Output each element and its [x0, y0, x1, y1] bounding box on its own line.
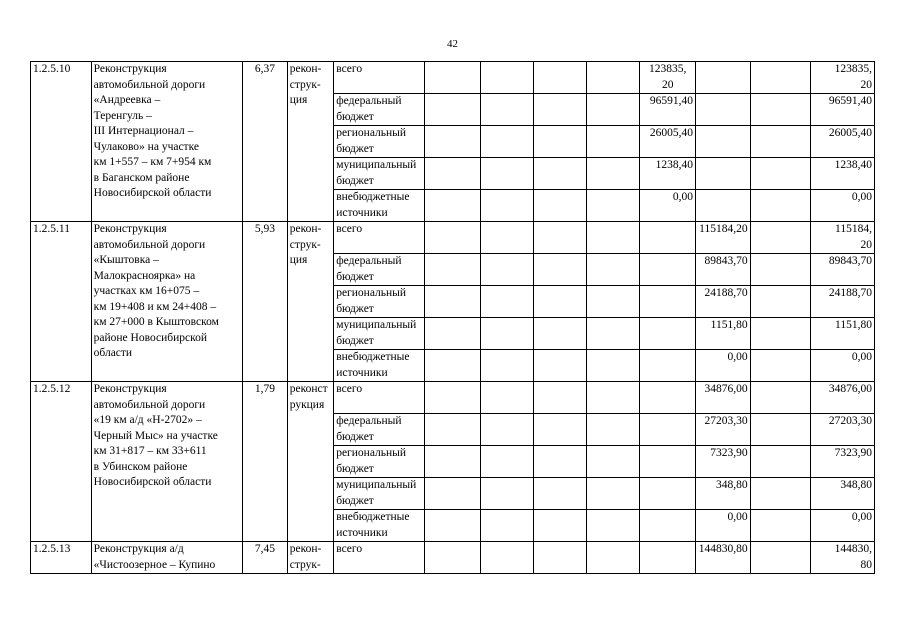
funding-source-line: бюджет: [336, 302, 374, 315]
funding-source-line: региональный: [336, 447, 407, 459]
empty-year-cell: [534, 62, 587, 94]
empty-year-cell: [750, 190, 811, 222]
empty-year-cell: [534, 126, 587, 158]
funding-source: [334, 446, 425, 478]
year-value-a: [640, 222, 696, 254]
funding-source: [334, 542, 425, 574]
year-value-b-line: 1151,80: [710, 319, 748, 331]
funding-source-line: бюджет: [336, 174, 374, 187]
year-value-a: [640, 254, 696, 286]
road-length: [243, 382, 287, 542]
empty-year-cell: [480, 62, 534, 94]
empty-year-cell: [480, 510, 534, 542]
total-value-line: 0,00: [851, 351, 872, 363]
empty-year-cell: [750, 446, 811, 478]
empty-year-cell: [425, 254, 481, 286]
funding-source-line: внебюджетные: [336, 511, 410, 523]
total-value-line: 144830,: [834, 543, 872, 555]
budget-table: [30, 61, 875, 574]
empty-year-cell: [425, 414, 481, 446]
empty-year-cell: [750, 94, 811, 126]
year-value-b: [696, 222, 751, 254]
empty-year-cell: [586, 94, 640, 126]
object-name-line: км 19+408 и км 24+408 –: [93, 300, 217, 313]
total-value: [811, 286, 875, 318]
empty-year-cell: [480, 254, 534, 286]
empty-year-cell: [480, 286, 534, 318]
year-value-b-line: 115184,20: [699, 223, 748, 235]
total-value-line: 96591,40: [828, 95, 872, 107]
table-row: [31, 382, 875, 414]
empty-year-cell: [425, 126, 481, 158]
road-length-line: 1,79: [254, 383, 276, 395]
empty-year-cell: [425, 222, 481, 254]
object-name-line: автомобильной дороги: [93, 238, 206, 251]
work-type: [287, 62, 333, 222]
total-value: [811, 510, 875, 542]
table-row: [31, 542, 875, 574]
year-value-a: [640, 126, 696, 158]
year-value-b: [696, 542, 751, 574]
empty-year-cell: [534, 382, 587, 414]
year-value-a: [640, 286, 696, 318]
funding-source-line: бюджет: [336, 270, 374, 283]
total-value-line: 0,00: [851, 191, 872, 203]
year-value-b: [696, 94, 751, 126]
total-value-line: 20: [860, 238, 872, 251]
total-value-line: 89843,70: [828, 255, 872, 267]
empty-year-cell: [425, 318, 481, 350]
object-name-line: км 1+557 – км 7+954 км: [93, 156, 212, 168]
year-value-a: [640, 478, 696, 510]
total-value: [811, 190, 875, 222]
year-value-b-line: 0,00: [727, 511, 748, 523]
empty-year-cell: [750, 62, 811, 94]
funding-source-line: федеральный: [336, 95, 402, 107]
funding-source: [334, 382, 425, 414]
empty-year-cell: [750, 542, 811, 574]
funding-source-line: бюджет: [336, 110, 374, 123]
empty-year-cell: [586, 126, 640, 158]
object-name-line: Черный Мыс» на участке: [93, 429, 218, 442]
work-type-line: рукция: [289, 398, 325, 411]
road-length-line: 5,93: [254, 223, 276, 235]
empty-year-cell: [480, 478, 534, 510]
empty-year-cell: [425, 190, 481, 222]
total-value: [811, 222, 875, 254]
funding-source-line: муниципальный: [336, 479, 417, 491]
funding-source-line: всего: [336, 383, 363, 395]
total-value: [811, 350, 875, 382]
total-value-line: 1151,80: [835, 319, 872, 331]
object-name-line: автомобильной дороги: [93, 78, 206, 91]
year-value-b: [696, 126, 751, 158]
funding-source: [334, 254, 425, 286]
year-value-b: [696, 190, 751, 222]
empty-year-cell: [425, 478, 481, 510]
empty-year-cell: [425, 286, 481, 318]
funding-source: [334, 478, 425, 510]
funding-source: [334, 126, 425, 158]
total-value-line: 115184,: [835, 223, 872, 235]
funding-source: [334, 350, 425, 382]
object-code: [31, 222, 92, 382]
year-value-b-line: 0,00: [727, 351, 748, 363]
year-value-b: [696, 350, 751, 382]
road-length-line: 6,37: [254, 63, 276, 75]
funding-source: [334, 62, 425, 94]
empty-year-cell: [534, 254, 587, 286]
object-name-line: Реконструкция: [93, 383, 167, 395]
work-type-line: струк-: [289, 238, 321, 251]
total-value-line: 26005,40: [828, 127, 872, 139]
empty-year-cell: [586, 414, 640, 446]
object-name: [91, 542, 243, 574]
funding-source-line: источники: [336, 526, 388, 539]
empty-year-cell: [534, 158, 587, 190]
empty-year-cell: [586, 318, 640, 350]
empty-year-cell: [534, 286, 587, 318]
empty-year-cell: [425, 542, 481, 574]
year-value-a-line: 26005,40: [649, 127, 693, 139]
empty-year-cell: [480, 446, 534, 478]
work-type-line: рекон-: [289, 543, 322, 555]
empty-year-cell: [586, 158, 640, 190]
empty-year-cell: [480, 318, 534, 350]
object-name-line: III Интернационал –: [93, 125, 194, 137]
total-value: [811, 62, 875, 94]
year-value-b-line: 144830,80: [698, 543, 748, 555]
year-value-a: [640, 190, 696, 222]
total-value-line: 27203,30: [828, 415, 872, 427]
object-name-line: Новосибирской области: [93, 187, 212, 199]
empty-year-cell: [586, 254, 640, 286]
object-name-line: «19 км а/д «Н-2702» –: [93, 414, 202, 426]
year-value-b-line: 7323,90: [710, 447, 748, 459]
year-value-b: [696, 510, 751, 542]
year-value-b: [696, 254, 751, 286]
object-name-line: участках км 16+075 –: [93, 285, 200, 297]
object-name-line: районе Новосибирской: [93, 331, 208, 344]
funding-source-line: региональный: [336, 287, 407, 299]
funding-source-line: бюджет: [336, 494, 374, 507]
year-value-a: [640, 382, 696, 414]
year-value-b-line: 89843,70: [704, 255, 748, 267]
total-value: [811, 94, 875, 126]
total-value: [811, 382, 875, 414]
empty-year-cell: [750, 510, 811, 542]
object-code-line: 1.2.5.12: [33, 383, 71, 395]
object-name-line: «Андреевка –: [93, 94, 161, 106]
year-value-a-line: 96591,40: [649, 95, 693, 107]
year-value-b: [696, 62, 751, 94]
work-type-line: ция: [289, 94, 308, 106]
empty-year-cell: [750, 126, 811, 158]
total-value-line: 80: [860, 558, 872, 571]
funding-source: [334, 414, 425, 446]
total-value-line: 123835,: [834, 63, 872, 75]
funding-source-line: бюджет: [336, 430, 374, 443]
funding-source: [334, 94, 425, 126]
work-type-line: рекон-: [289, 223, 322, 235]
funding-source-line: всего: [336, 223, 363, 235]
empty-year-cell: [480, 190, 534, 222]
year-value-b-line: 24188,70: [704, 287, 748, 299]
empty-year-cell: [750, 318, 811, 350]
empty-year-cell: [480, 222, 534, 254]
empty-year-cell: [586, 382, 640, 414]
total-value: [811, 126, 875, 158]
empty-year-cell: [534, 510, 587, 542]
empty-year-cell: [425, 382, 481, 414]
empty-year-cell: [425, 510, 481, 542]
work-type-line: рекон-: [289, 63, 322, 75]
empty-year-cell: [586, 286, 640, 318]
year-value-b: [696, 382, 751, 414]
object-name: [91, 62, 243, 222]
empty-year-cell: [534, 318, 587, 350]
road-length: [243, 62, 287, 222]
empty-year-cell: [534, 190, 587, 222]
year-value-a: [640, 318, 696, 350]
object-name-line: Реконструкция: [93, 223, 167, 235]
object-name-line: км 31+817 – км 33+611: [93, 445, 207, 457]
year-value-a: [640, 510, 696, 542]
empty-year-cell: [425, 94, 481, 126]
empty-year-cell: [480, 126, 534, 158]
year-value-a: [640, 350, 696, 382]
funding-source-line: источники: [336, 366, 388, 379]
total-value: [811, 254, 875, 286]
funding-source-line: источники: [336, 206, 388, 219]
year-value-b: [696, 318, 751, 350]
funding-source-line: федеральный: [336, 415, 402, 427]
year-value-a: [640, 158, 696, 190]
year-value-a: [640, 446, 696, 478]
year-value-a: [640, 94, 696, 126]
empty-year-cell: [586, 478, 640, 510]
funding-source-line: бюджет: [336, 142, 374, 155]
year-value-a: [640, 62, 696, 94]
page-number: 42: [447, 38, 458, 50]
object-code-line: 1.2.5.11: [33, 223, 70, 235]
funding-source: [334, 318, 425, 350]
object-name-line: в Убинском районе: [93, 460, 188, 473]
object-name-line: Новосибирской области: [93, 476, 212, 488]
empty-year-cell: [750, 222, 811, 254]
total-value-line: 348,80: [840, 479, 872, 491]
empty-year-cell: [534, 478, 587, 510]
empty-year-cell: [534, 446, 587, 478]
table-row: [31, 62, 875, 94]
object-code: [31, 62, 92, 222]
year-value-b-line: 348,80: [715, 479, 748, 491]
total-value-line: 1238,40: [834, 159, 872, 171]
object-name-line: области: [93, 347, 133, 359]
empty-year-cell: [425, 158, 481, 190]
empty-year-cell: [480, 350, 534, 382]
empty-year-cell: [425, 350, 481, 382]
empty-year-cell: [586, 446, 640, 478]
total-value: [811, 158, 875, 190]
year-value-b-line: 27203,30: [704, 415, 748, 427]
total-value-line: 34876,00: [828, 383, 872, 395]
empty-year-cell: [534, 542, 587, 574]
funding-source-line: внебюджетные: [336, 351, 410, 363]
work-type-line: струк-: [289, 78, 321, 91]
object-name-line: Чулаково» на участке: [93, 140, 199, 153]
total-value: [811, 318, 875, 350]
object-name-line: в Баганском районе: [93, 171, 190, 184]
road-length: [243, 222, 287, 382]
funding-source-line: всего: [336, 543, 363, 555]
funding-source-line: всего: [336, 63, 363, 75]
empty-year-cell: [586, 350, 640, 382]
empty-year-cell: [425, 62, 481, 94]
empty-year-cell: [586, 222, 640, 254]
object-name-line: «Кыштовка –: [93, 254, 159, 266]
year-value-b: [696, 478, 751, 510]
year-value-b: [696, 414, 751, 446]
empty-year-cell: [425, 446, 481, 478]
total-value-line: 0,00: [851, 511, 872, 523]
empty-year-cell: [534, 94, 587, 126]
object-name-line: Реконструкция: [93, 63, 167, 75]
empty-year-cell: [480, 94, 534, 126]
year-value-a: [640, 414, 696, 446]
empty-year-cell: [750, 478, 811, 510]
empty-year-cell: [750, 382, 811, 414]
empty-year-cell: [586, 510, 640, 542]
object-name-line: автомобильной дороги: [93, 398, 206, 411]
funding-source-line: бюджет: [336, 462, 374, 475]
object-name-line: Теренгуль –: [93, 109, 152, 122]
object-code: [31, 382, 92, 542]
object-name-line: км 27+000 в Кыштовском: [93, 316, 219, 328]
year-value-a-line: 0,00: [672, 191, 693, 203]
funding-source-line: муниципальный: [336, 159, 417, 171]
funding-source: [334, 190, 425, 222]
funding-source: [334, 510, 425, 542]
object-code: [31, 542, 92, 574]
work-type: [287, 382, 333, 542]
empty-year-cell: [480, 414, 534, 446]
object-code-line: 1.2.5.13: [33, 543, 71, 555]
road-length-line: 7,45: [254, 543, 276, 555]
year-value-a-line: 123835,: [649, 63, 687, 75]
empty-year-cell: [534, 222, 587, 254]
empty-year-cell: [534, 350, 587, 382]
empty-year-cell: [750, 286, 811, 318]
empty-year-cell: [750, 254, 811, 286]
empty-year-cell: [586, 62, 640, 94]
empty-year-cell: [534, 414, 587, 446]
empty-year-cell: [586, 542, 640, 574]
funding-source-line: муниципальный: [336, 319, 417, 331]
object-name-line: «Чистоозерное – Купино: [93, 558, 216, 571]
object-name-line: Реконструкция а/д: [93, 543, 184, 555]
year-value-b: [696, 286, 751, 318]
object-code-line: 1.2.5.10: [33, 63, 71, 75]
year-value-b: [696, 158, 751, 190]
empty-year-cell: [750, 414, 811, 446]
total-value-line: 24188,70: [828, 287, 872, 299]
empty-year-cell: [750, 350, 811, 382]
empty-year-cell: [480, 382, 534, 414]
total-value: [811, 414, 875, 446]
funding-source: [334, 286, 425, 318]
empty-year-cell: [750, 158, 811, 190]
work-type-line: струк-: [289, 558, 321, 571]
empty-year-cell: [480, 158, 534, 190]
table-body: [31, 62, 875, 574]
object-name-line: Малокрасноярка» на: [93, 269, 196, 282]
object-name: [91, 382, 243, 542]
year-value-a-line: 1238,40: [655, 159, 693, 171]
total-value-line: 20: [860, 78, 872, 91]
funding-source: [334, 158, 425, 190]
year-value-b-line: 34876,00: [704, 383, 748, 395]
funding-source-line: федеральный: [336, 255, 402, 267]
road-length: [243, 542, 287, 574]
empty-year-cell: [586, 190, 640, 222]
funding-source-line: региональный: [336, 127, 407, 139]
object-name: [91, 222, 243, 382]
empty-year-cell: [480, 542, 534, 574]
table-row: [31, 222, 875, 254]
work-type: [287, 222, 333, 382]
total-value: [811, 446, 875, 478]
total-value: [811, 478, 875, 510]
total-value-line: 7323,90: [834, 447, 872, 459]
funding-source: [334, 222, 425, 254]
total-value: [811, 542, 875, 574]
funding-source-line: бюджет: [336, 334, 374, 347]
funding-source-line: внебюджетные: [336, 191, 410, 203]
year-value-b: [696, 446, 751, 478]
year-value-a: [640, 542, 696, 574]
work-type: [287, 542, 333, 574]
year-value-a-line: 20: [661, 78, 674, 91]
work-type-line: реконст: [289, 383, 328, 395]
work-type-line: ция: [289, 254, 308, 266]
